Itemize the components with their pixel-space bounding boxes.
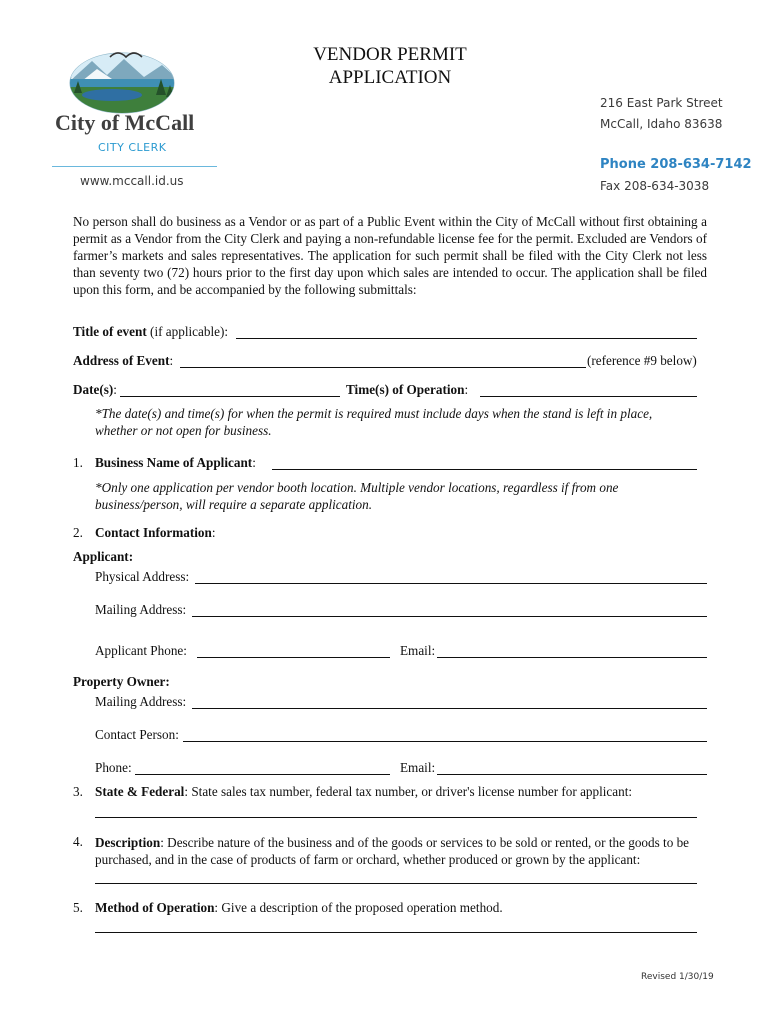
section-5-number: 5. <box>73 900 83 915</box>
business-name-label: Business Name of Applicant <box>95 455 253 470</box>
business-name-note: *Only one application per vendor booth location. Multiple vendor locations, regardless if from one business/person, will require a separate application. <box>95 480 619 512</box>
physical-address-field[interactable] <box>195 583 707 584</box>
city-seal-icon <box>52 45 212 115</box>
title-of-event-field[interactable] <box>236 338 697 339</box>
section-4-heading <box>95 834 707 868</box>
fax-number: Fax 208-634-3038 <box>600 179 710 193</box>
title-of-event-row <box>73 324 228 340</box>
title-line-2: APPLICATION <box>328 67 452 88</box>
times-row: Time(s) of Operation: <box>346 382 469 397</box>
revised-date: Revised 1/30/19 <box>641 972 714 982</box>
owner-email-field[interactable] <box>437 774 707 775</box>
dates-field[interactable] <box>120 396 340 397</box>
document-title <box>270 43 510 89</box>
section-3-heading <box>95 784 632 800</box>
method-of-operation-field[interactable] <box>95 932 697 933</box>
business-name-field[interactable] <box>272 469 697 470</box>
state-federal-field[interactable] <box>95 817 697 818</box>
header-divider <box>52 166 217 167</box>
address-line-2: McCall, Idaho 83638 <box>600 117 723 131</box>
state-federal-label: State & Federal <box>95 784 185 799</box>
physical-address-label: Physical Address: <box>95 569 190 584</box>
contact-person-field[interactable] <box>183 741 707 742</box>
method-of-operation-text: : Give a description of the proposed operation method. <box>214 900 503 915</box>
phone-number: Phone 208-634-7142 <box>600 157 752 172</box>
intro-paragraph: No person shall do business as a Vendor or as part of a Public Event within the City of McCall without first obtaining a permit as a Vendor from the City Clerk and paying a non-refundable license fee for the permit. Excluded are Vendors of farmer’s markets and sales representatives. The application for such permit shall be filed with the City Clerk not less than seventy two (72) hours prior to the first day upon which sales are intended to occur. The application shall be filed upon this form, and be accompanied by the following submittals: <box>73 214 707 297</box>
department-name: CITY CLERK <box>98 141 167 154</box>
section-5-heading <box>95 900 503 916</box>
applicant-phone-label: Applicant Phone: <box>95 643 187 658</box>
address-of-event-reference: (reference #9 below) <box>587 353 697 368</box>
method-of-operation-label: Method of Operation <box>95 900 215 915</box>
dates-row: Date(s): <box>73 382 117 397</box>
mailing-address-field[interactable] <box>192 616 707 617</box>
property-owner-heading: Property Owner: <box>73 674 170 689</box>
state-federal-text: : State sales tax number, federal tax number, or driver's license number for applicant: <box>184 784 633 799</box>
address-of-event-label: Address of Event <box>73 353 170 368</box>
section-3-number: 3. <box>73 784 83 799</box>
dates-label: Date(s) <box>73 382 114 397</box>
owner-mailing-address-field[interactable] <box>192 708 707 709</box>
contact-information-label: Contact Information <box>95 525 212 540</box>
description-label: Description <box>95 835 161 850</box>
section-2-number: 2. <box>73 525 83 540</box>
description-text: : Describe nature of the business and of the goods or services to be sold or rented, or the goods to be purchased, and in the case of products of farm or orchard, whether produced or grown by the applicant: <box>95 835 690 867</box>
title-of-event-label: Title of event <box>73 324 147 339</box>
owner-mailing-address-label: Mailing Address: <box>95 694 187 709</box>
contact-person-label: Contact Person: <box>95 727 179 742</box>
title-line-1: VENDOR PERMIT <box>313 44 467 65</box>
owner-phone-label: Phone: <box>95 760 132 775</box>
city-logo <box>52 45 212 120</box>
address-of-event-field[interactable] <box>180 367 586 368</box>
dates-note: *The date(s) and time(s) for when the permit is required must include days when the stand is left in place, whether or not open for business. <box>95 406 653 438</box>
section-2-heading: Contact Information: <box>95 525 216 540</box>
owner-phone-field[interactable] <box>135 774 390 775</box>
section-1-heading: Business Name of Applicant: <box>95 455 256 470</box>
address-line-1: 216 East Park Street <box>600 96 723 110</box>
owner-email-label: Email: <box>400 760 436 775</box>
times-label: Time(s) of Operation <box>346 382 465 397</box>
applicant-heading: Applicant: <box>73 549 134 564</box>
section-4-number: 4. <box>73 834 83 849</box>
times-field[interactable] <box>480 396 697 397</box>
title-of-event-hint: (if applicable): <box>146 324 229 339</box>
mailing-address-label: Mailing Address: <box>95 602 187 617</box>
applicant-email-field[interactable] <box>437 657 707 658</box>
applicant-email-label: Email: <box>400 643 436 658</box>
section-1-number: 1. <box>73 455 83 470</box>
address-of-event-row: Address of Event: <box>73 353 174 368</box>
applicant-phone-field[interactable] <box>197 657 390 658</box>
website-link[interactable]: www.mccall.id.us <box>80 174 184 188</box>
city-name: City of McCall <box>55 110 195 135</box>
description-field[interactable] <box>95 883 697 884</box>
